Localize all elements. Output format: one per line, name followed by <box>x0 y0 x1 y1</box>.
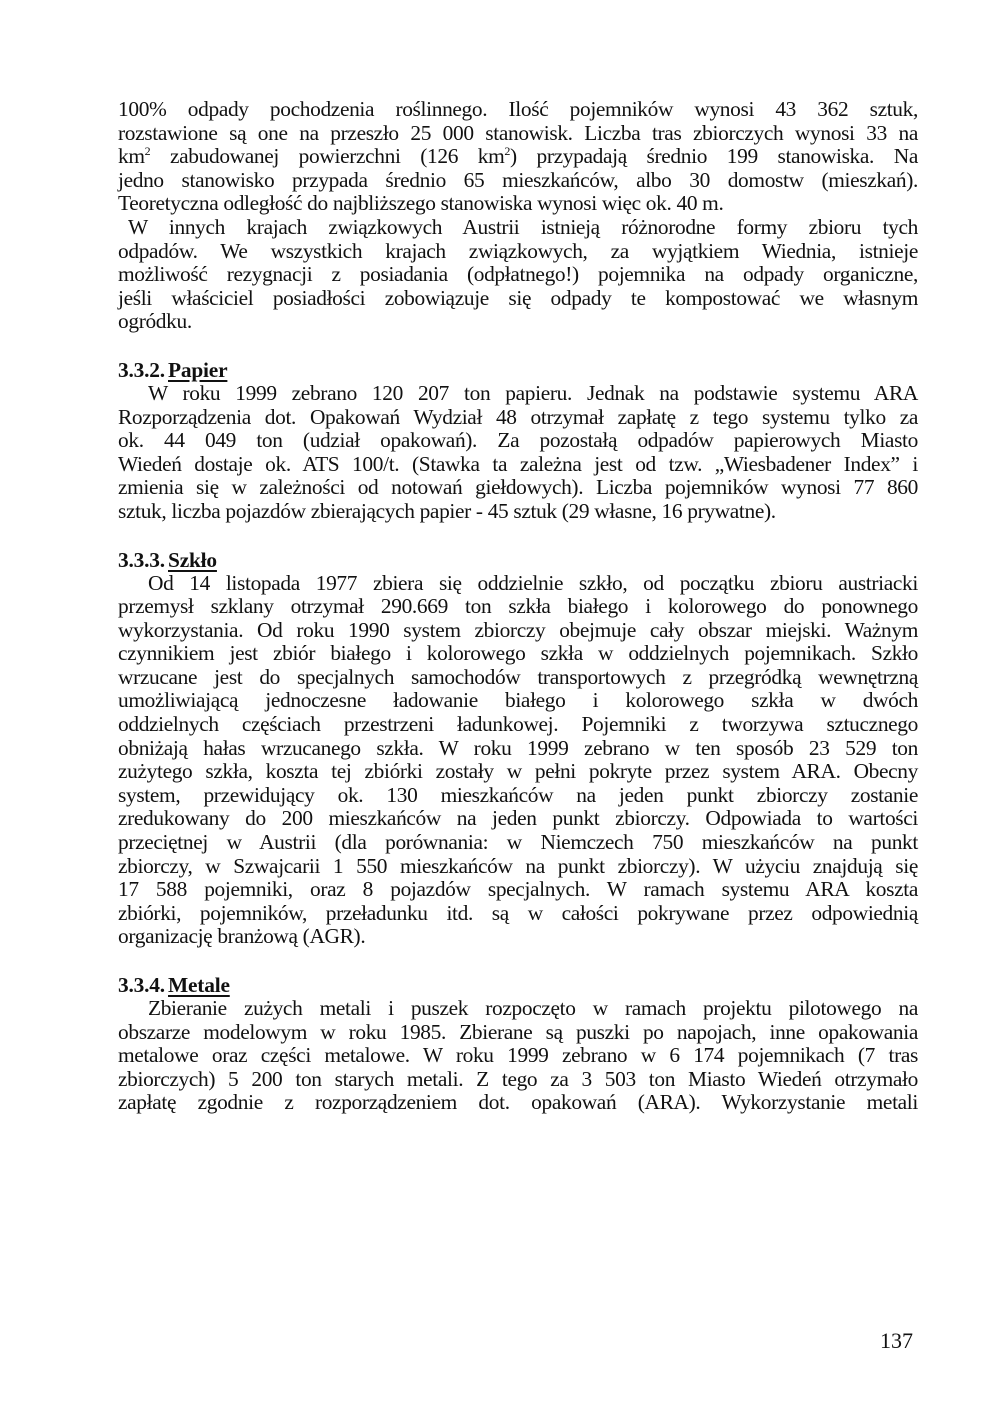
text-line: Teoretyczna odległość do najbliższego stanowiska wynosi więc ok. 40 m. <box>118 191 724 216</box>
text-line: W innych krajach związkowych Austrii istnieją różnorodne formy zbioru tych <box>128 214 918 239</box>
text-line: przeciętnej w Austrii (dla porównania: w Niemczech 750 mieszkańców na punkt <box>118 830 918 855</box>
text-line: metalowe oraz części metalowe. W roku 1999 zebrano w 6 174 pojemnikach (7 tras <box>118 1043 918 1068</box>
text-line: W roku 1999 zebrano 120 207 ton papieru. Jednak na podstawie systemu ARA <box>148 380 918 405</box>
text-line: zapłatę zgodnie z rozporządzeniem dot. opakowań (ARA). Wykorzystanie metali <box>118 1090 918 1115</box>
section-heading <box>118 358 918 382</box>
text-span: ) przypadają średnio 199 stanowiska. Na <box>510 144 918 169</box>
text-line: sztuk, liczba pojazdów zbierających papier - 45 sztuk (29 własne, 16 prywatne). <box>118 498 776 523</box>
section-number: 3.3.3. <box>118 547 165 572</box>
text-line: zredukowany do 200 mieszkańców na jeden punkt zbiorczy. Odpowiada to wartości <box>118 806 918 831</box>
text-line: system, przewidujący ok. 130 mieszkańców na jeden punkt zbiorczy zostanie <box>118 782 918 807</box>
text-line: zbiorczy, w Szwajcarii 1 550 mieszkańców na punkt zbiorczy). W użyciu znajdują się <box>118 853 918 878</box>
text-line: zmienia się w zależności od notowań giełdowych). Liczba pojemników wynosi 77 860 <box>118 475 918 500</box>
section-papier <box>118 358 918 524</box>
section-title: Szkło <box>168 547 217 572</box>
intro-paragraph <box>118 98 918 216</box>
text-line: ogródku. <box>118 309 192 334</box>
text-line: rozstawione są one na przeszło 25 000 stanowisk. Liczba tras zbiorczych wynosi 33 na <box>118 120 918 145</box>
text-line: obszarze modelowym w roku 1985. Zbierane są puszki po napojach, inne opakowania <box>118 1019 918 1044</box>
page-number: 137 <box>880 1328 913 1353</box>
text-line: 100% odpady pochodzenia roślinnego. Ilość pojemników wynosi 43 362 sztuk, <box>118 97 918 121</box>
text-line: obniżają hałas wrzucanego szkła. W roku 1999 zebrano w ten sposób 23 529 ton <box>118 735 918 760</box>
text-span: km <box>118 144 145 169</box>
document-page <box>118 98 918 1115</box>
section-number: 3.3.2. <box>118 357 165 382</box>
text-line: jedno stanowisko przypada średnio 65 mieszkańców, albo 30 domostw (mieszkań). <box>118 167 918 192</box>
text-line: zbiorczych) 5 200 ton starych metali. Z tego za 3 503 ton Miasto Wiedeń otrzymało <box>118 1066 918 1091</box>
text-line: możliwość rezygnacji z posiadania (odpłatnego!) pojemnika na odpady organiczne, <box>118 262 918 287</box>
text-line: zbiórki, pojemników, przeładunku itd. są w całości pokrywane przez odpowiednią <box>118 900 918 925</box>
text-line: 17 588 pojemniki, oraz 8 pojazdów specjalnych. W ramach systemu ARA koszta <box>118 877 918 902</box>
section-number: 3.3.4. <box>118 973 165 997</box>
section-szklo <box>118 548 918 950</box>
text-line: Wiedeń dostaje ok. ATS 100/t. (Stawka ta zależna jest od tzw. „Wiesbadener Index” i <box>118 451 918 476</box>
text-line: zużytego szkła, koszta tej zbiórki zostały w pełni pokryte przez system ARA. Obecny <box>118 759 918 784</box>
superscript: 2 <box>144 144 151 159</box>
superscript: 2 <box>504 144 511 159</box>
text-line: wrzucane jest do specjalnych samochodów transportowych z przegródką wewnętrzną <box>118 664 918 689</box>
text-span: zabudowanej powierzchni (126 km <box>150 144 505 169</box>
section-title: Metale <box>168 973 230 997</box>
paragraph-other-states <box>118 216 918 334</box>
text-line: umożliwiającą jednoczesne ładowanie białego i kolorowego szkła w dwóch <box>118 688 918 713</box>
section-metale <box>118 973 918 1115</box>
text-line: wykorzystania. Od roku 1990 system zbiorczy obejmuje cały obszar miejski. Ważnym <box>118 617 918 642</box>
text-line: jeśli właściciel posiadłości zobowiązuje się odpady te kompostować we własnym <box>118 285 918 310</box>
text-line <box>118 145 918 169</box>
text-line: przemysł szklany otrzymał 290.669 ton szkła białego i kolorowego do ponownego <box>118 594 918 619</box>
section-title: Papier <box>168 357 228 382</box>
text-line: czynnikiem jest zbiór białego i kolorowego szkła w oddzielnych pojemnikach. Szkło <box>118 641 918 666</box>
text-line: Zbieranie zużych metali i puszek rozpoczęto w ramach projektu pilotowego na <box>148 996 918 1020</box>
text-line: oddzielnych częściach przestrzeni ładunkowej. Pojemniki z tworzywa sztucznego <box>118 712 918 737</box>
text-line: Od 14 listopada 1977 zbiera się oddzielnie szkło, od początku zbioru austriacki <box>148 570 918 595</box>
text-line: Rozporządzenia dot. Opakowań Wydział 48 otrzymał zapłatę z tego systemu tylko za <box>118 404 918 429</box>
text-line: odpadów. We wszystkich krajach związkowych, za wyjątkiem Wiednia, istnieje <box>118 238 918 263</box>
text-line: organizację branżową (AGR). <box>118 924 366 949</box>
text-line: ok. 44 049 ton (udział opakowań). Za pozostałą odpadów papierowych Miasto <box>118 428 918 453</box>
section-heading <box>118 973 918 997</box>
section-heading <box>118 548 918 572</box>
